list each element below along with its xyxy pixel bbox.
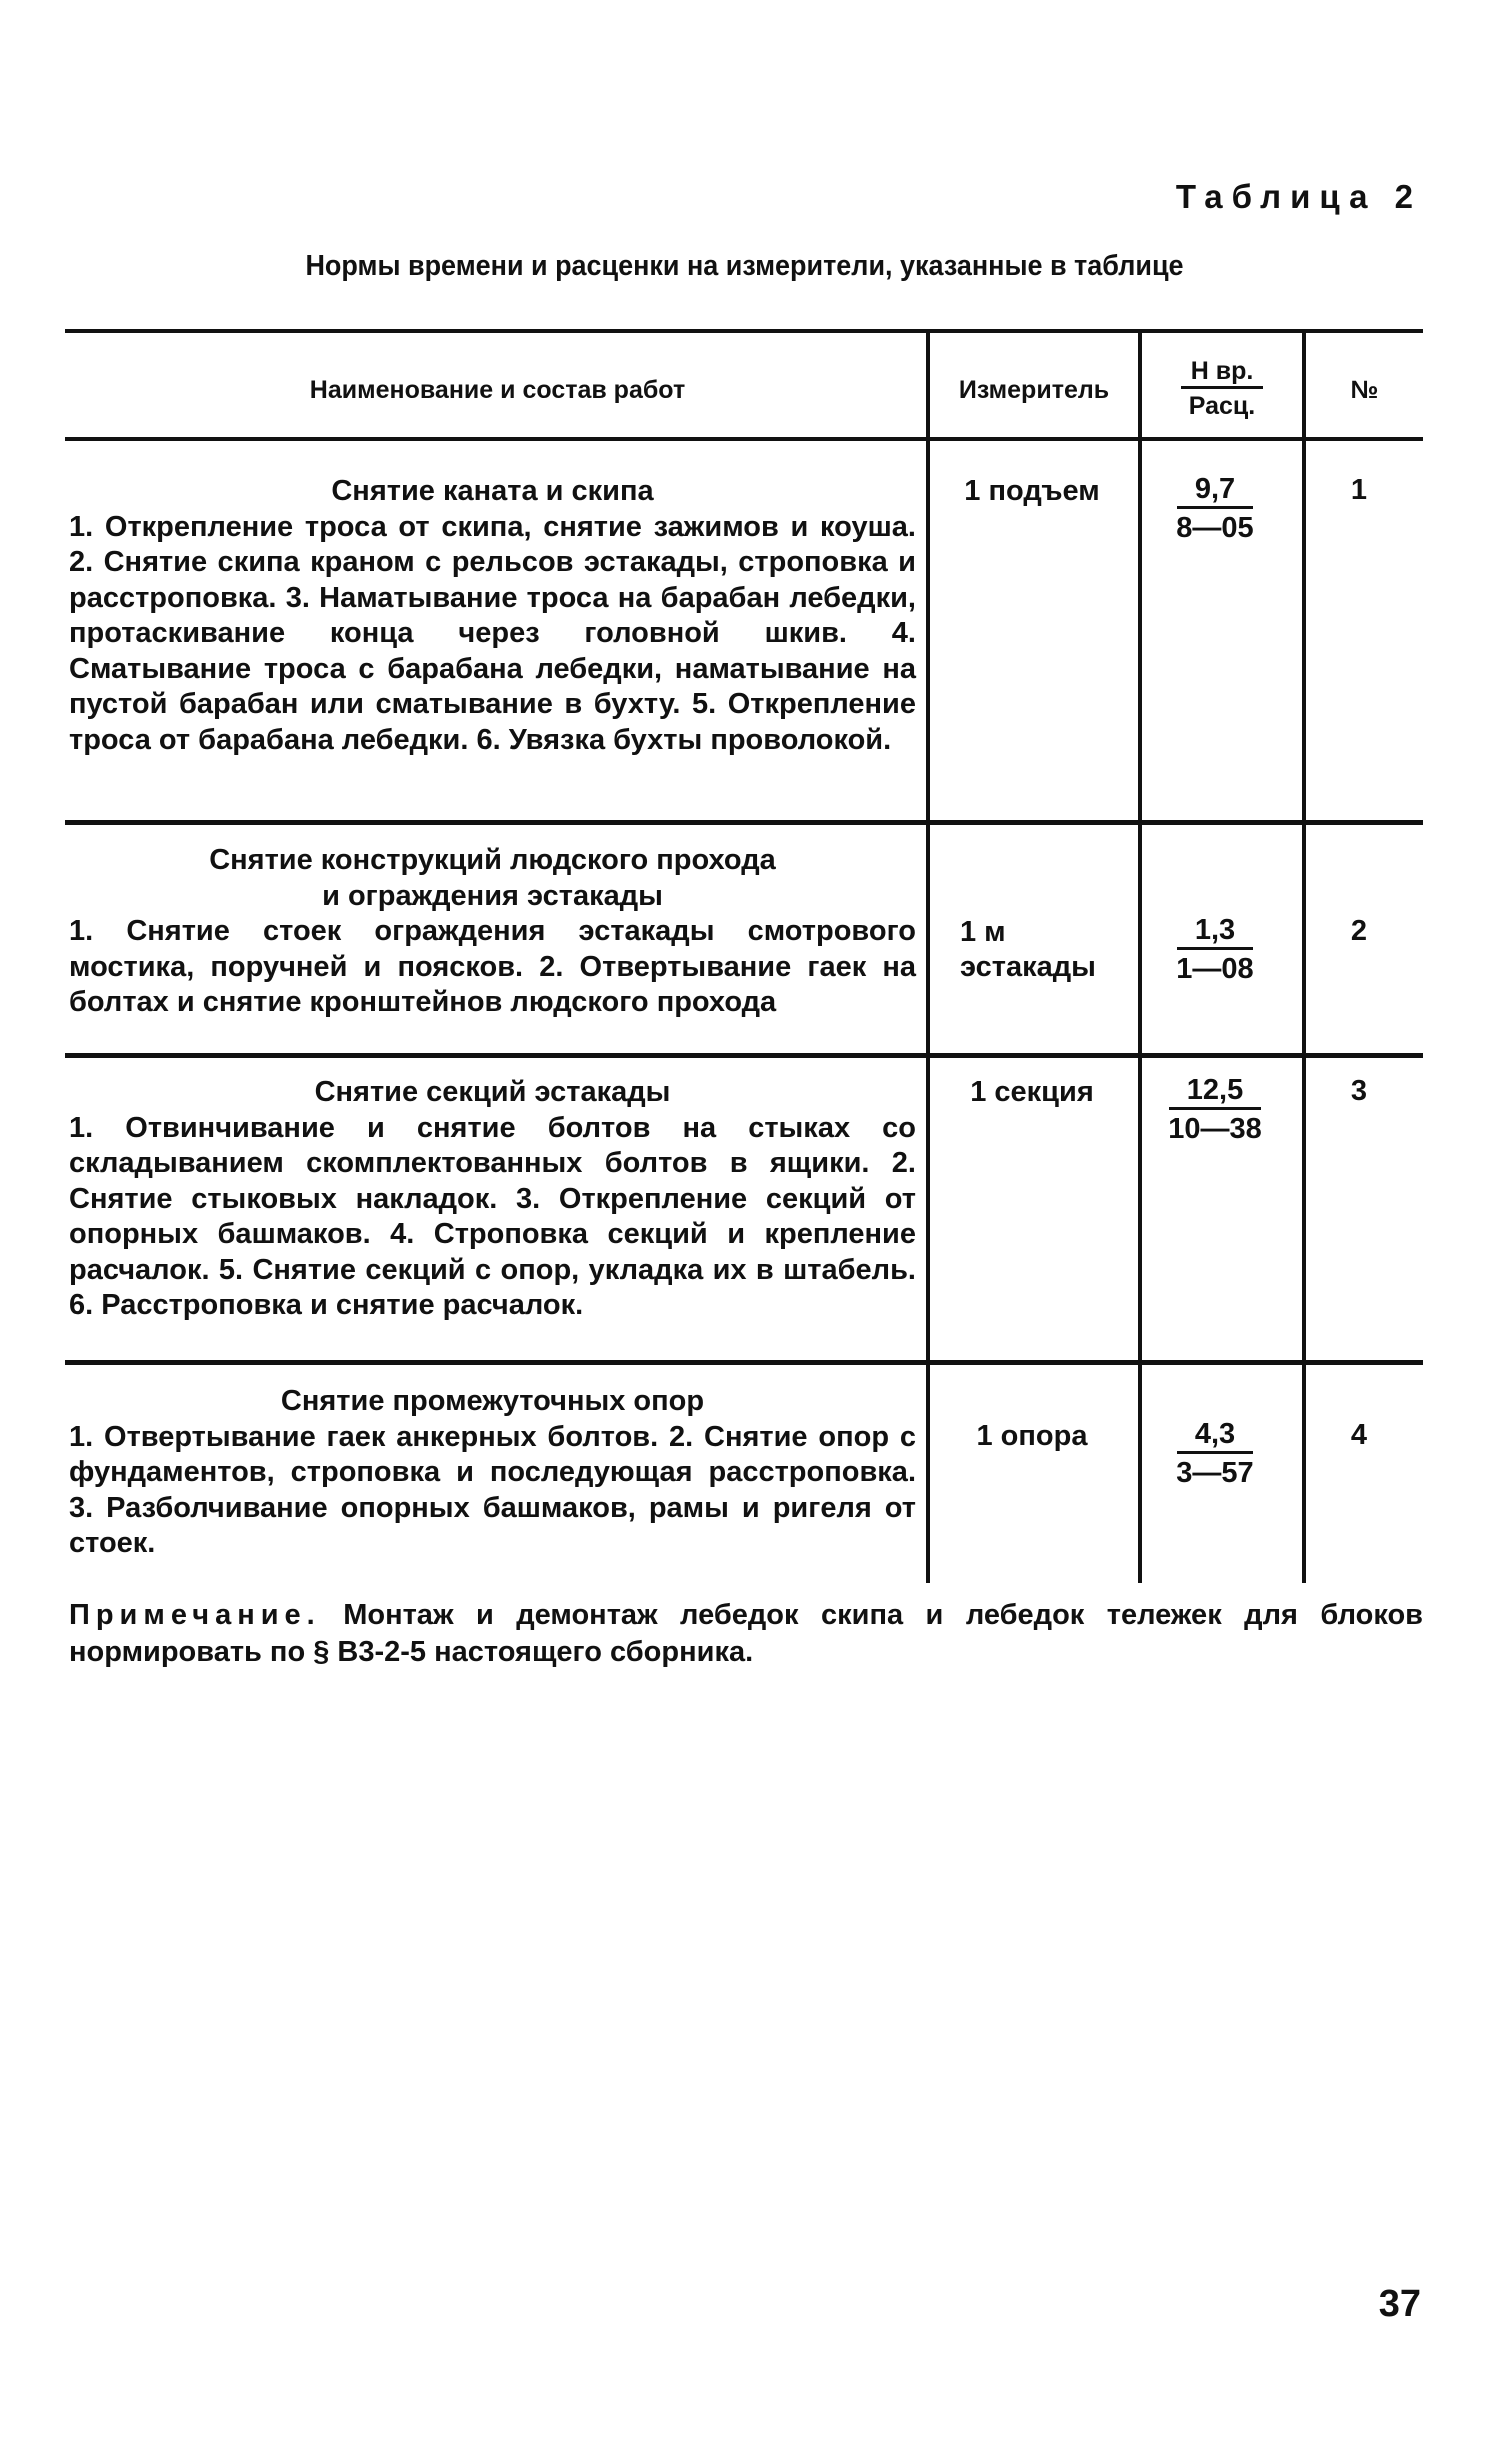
header-rate-top: Н вр. bbox=[1181, 358, 1264, 389]
row-rate bbox=[1140, 915, 1290, 987]
page-number: 37 bbox=[1378, 2283, 1421, 2325]
footnote-lead: Примечание. bbox=[69, 1599, 321, 1631]
row-number: 1 bbox=[1350, 474, 1368, 506]
header-bottom-rule bbox=[65, 437, 1423, 441]
row-time-norm: 1,3 bbox=[1177, 915, 1253, 950]
row-time-norm: 9,7 bbox=[1177, 474, 1253, 509]
header-number: № bbox=[1350, 375, 1379, 404]
row-title: Снятие промежуточных опор bbox=[280, 1385, 705, 1417]
row-number: 2 bbox=[1350, 915, 1368, 947]
row-body: 1. Снятие стоек ограждения эстакады смотрового мостика, поручней и поясков. 2. Отвертывание гаек на болтах и снятие кронштейнов людского прохода bbox=[69, 915, 916, 1018]
row-divider bbox=[65, 820, 1423, 825]
row-number: 4 bbox=[1350, 1419, 1368, 1451]
row-body: 1. Отвинчивание и снятие болтов на стыках со складыванием скомплектованных болтов в ящики. 2. Снятие стыковых накладок. 3. Открепление секций от опорных башмаков. 4. Строповка секций и крепление расчалок. 5. Снятие секций с опор, укладка их в штабель. 6. Расстроповка и снятие расчалок. bbox=[69, 1111, 916, 1321]
column-rule bbox=[926, 329, 930, 1583]
row-rate bbox=[1140, 474, 1290, 546]
row-divider bbox=[65, 1053, 1423, 1058]
row-number: 3 bbox=[1350, 1075, 1368, 1107]
column-rule bbox=[1302, 329, 1306, 1583]
row-unit: 1 опора bbox=[976, 1420, 1088, 1452]
header-unit: Измеритель bbox=[958, 375, 1110, 404]
row-body: 1. Отвертывание гаек анкерных болтов. 2. Снятие опор с фундаментов, строповка и последующая расстроповка. 3. Разболчивание опорных башмаков, рамы и ригеля от стоек. bbox=[69, 1420, 916, 1559]
table-row-work bbox=[69, 843, 916, 1021]
row-unit: 1 секция bbox=[970, 1076, 1094, 1108]
row-price: 1—08 bbox=[1176, 952, 1254, 985]
row-body: 1. Открепление троса от скипа, снятие зажимов и коуша. 2. Снятие скипа краном с рельсов эстакады, строповка и расстроповка. 3. Наматывание троса на барабан лебедки, протаскивание конца через головной шкив. 4. Сматывание троса с барабана лебедки, наматывание на пустой барабан или сматывание в бухту. 5. Открепление троса от барабана лебедки. 6. Увязка бухты проволокой. bbox=[69, 510, 916, 756]
footnote bbox=[69, 1597, 1423, 1671]
row-title-line2: и ограждения эстакады bbox=[322, 879, 663, 912]
row-price: 8—05 bbox=[1176, 511, 1254, 544]
row-title: Снятие секций эстакады bbox=[314, 1076, 671, 1108]
footnote-text: Монтаж и демонтаж лебедок скипа и лебедок тележек для блоков нормировать по § В3-2-5 настоящего сборника. bbox=[69, 1599, 1423, 1668]
row-title: Снятие конструкций людского прохода bbox=[209, 844, 776, 876]
table-row-work bbox=[69, 1075, 916, 1324]
row-unit: 1 подъем bbox=[964, 475, 1100, 507]
table-label: Таблица 2 bbox=[1175, 178, 1422, 215]
row-rate bbox=[1140, 1419, 1290, 1491]
row-price: 3—57 bbox=[1176, 1456, 1254, 1489]
table-row-work bbox=[69, 1384, 916, 1562]
table-heading: Нормы времени и расценки на измерители, указанные в таблице bbox=[305, 250, 1184, 282]
header-work: Наименование и состав работ bbox=[309, 375, 686, 404]
row-rate bbox=[1140, 1075, 1290, 1147]
row-divider bbox=[65, 1360, 1423, 1365]
row-title: Снятие каната и скипа bbox=[331, 475, 654, 507]
table-top-rule bbox=[65, 329, 1423, 333]
row-price: 10—38 bbox=[1168, 1112, 1262, 1145]
header-rate bbox=[1142, 358, 1302, 421]
table-row-work bbox=[69, 474, 916, 758]
row-time-norm: 4,3 bbox=[1177, 1419, 1253, 1454]
header-rate-bottom: Расц. bbox=[1188, 391, 1256, 420]
row-time-norm: 12,5 bbox=[1169, 1075, 1261, 1110]
row-unit: 1 м эстакады bbox=[960, 916, 1096, 983]
